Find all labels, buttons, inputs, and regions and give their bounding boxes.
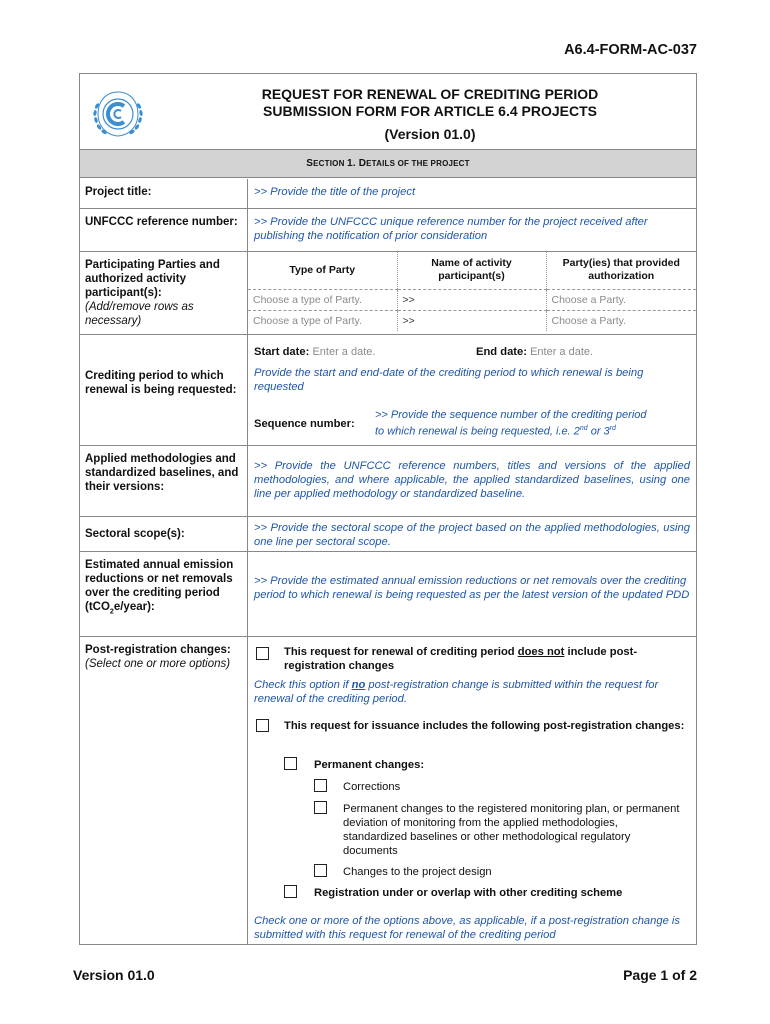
row-project-title — [80, 179, 696, 209]
post-registration-label-text: Post-registration changes: — [85, 644, 231, 656]
label-sectoral-scope: Sectoral scope(s): — [80, 517, 248, 551]
project-title-field[interactable]: >> Provide the title of the project — [254, 186, 416, 198]
registration-overlap-option: Registration under or overlap with other crediting scheme — [314, 887, 623, 899]
unfccc-logo-icon — [88, 86, 148, 142]
monitoring-changes-option: Permanent changes to the registered monitoring plan, or permanent deviation of monitoring from the applied methodologies, standardized baselines or other methodological regulatory documents — [343, 803, 680, 857]
corrections-checkbox[interactable] — [314, 779, 327, 792]
authorizing-party-select[interactable]: Choose a Party. — [551, 314, 627, 327]
label-post-registration — [80, 637, 248, 945]
row-crediting-period — [80, 335, 696, 446]
monitoring-changes-checkbox[interactable] — [314, 801, 327, 814]
table-row — [248, 289, 696, 310]
emissions-unit-b: e/year): — [113, 601, 155, 613]
col-activity-participant: Name of activity participant(s) — [397, 252, 546, 289]
corrections-option: Corrections — [343, 781, 401, 793]
start-date-picker[interactable]: Enter a date. — [312, 346, 376, 358]
end-date-label: End date: — [476, 346, 527, 358]
activity-participant-field[interactable]: >> — [397, 289, 546, 310]
section-number: 1. D — [346, 158, 367, 169]
post-registration-hint: Check one or more of the options above, as applicable, if a post-registration change is submitted with this request for renewal of the crediting period — [254, 915, 680, 941]
section-1-heading — [80, 150, 696, 178]
row-sectoral-scope — [80, 517, 696, 552]
no-changes-text-b: include post-registration changes — [284, 646, 638, 672]
no-changes-hint-emphasis: no — [351, 679, 366, 691]
form-code: A6.4-FORM-AC-037 — [564, 42, 697, 58]
emissions-unit-sub: 2 — [109, 608, 114, 616]
label-unfccc-reference: UNFCCC reference number: — [80, 209, 248, 251]
end-date-picker[interactable]: Enter a date. — [530, 346, 594, 358]
col-authorizing-party: Party(ies) that provided authorization — [546, 252, 696, 289]
form-frame — [79, 73, 697, 945]
registration-overlap-checkbox[interactable] — [284, 885, 297, 898]
sequence-hint-line-1: >> Provide the sequence number of the crediting period — [375, 409, 647, 421]
permanent-changes-option: Permanent changes: — [314, 759, 425, 771]
permanent-changes-checkbox[interactable] — [284, 757, 297, 770]
form-version: (Version 01.0) — [384, 126, 476, 142]
includes-changes-checkbox[interactable] — [256, 719, 269, 732]
form-title — [230, 86, 630, 120]
post-registration-cell — [248, 637, 696, 945]
label-emission-reductions — [80, 552, 248, 636]
parties-label-note: (Add/remove rows as necessary) — [85, 301, 194, 327]
sequence-number-field[interactable] — [375, 409, 705, 439]
label-methodologies: Applied methodologies and standardized baselines, and their versions: — [80, 446, 248, 516]
title-line-1: REQUEST FOR RENEWAL OF CREDITING PERIOD — [261, 86, 599, 102]
row-unfccc-reference — [80, 209, 696, 252]
crediting-period-hint: Provide the start and end-date of the crediting period to which renewal is being requested — [254, 367, 644, 393]
end-date — [476, 345, 593, 359]
includes-changes-option: This request for issuance includes the following post-registration changes: — [284, 720, 685, 732]
activity-participant-field[interactable]: >> — [397, 310, 546, 331]
emissions-unit-a: (tCO — [85, 601, 110, 613]
design-changes-option: Changes to the project design — [343, 866, 492, 878]
sequence-number-label: Sequence number: — [254, 418, 355, 430]
row-post-registration — [80, 637, 696, 945]
start-date — [254, 345, 375, 359]
form-header — [80, 74, 696, 150]
section-word: ECTION — [313, 159, 347, 168]
section-letter: S — [306, 158, 314, 169]
parties-header-row — [248, 252, 696, 289]
parties-table — [248, 252, 696, 331]
no-changes-emphasis: does not — [517, 646, 565, 658]
row-methodologies — [80, 446, 696, 517]
no-changes-checkbox[interactable] — [256, 647, 269, 660]
type-of-party-select[interactable]: Choose a type of Party. — [248, 310, 397, 331]
no-changes-hint — [254, 678, 674, 706]
type-of-party-select[interactable]: Choose a type of Party. — [248, 289, 397, 310]
design-changes-checkbox[interactable] — [314, 864, 327, 877]
no-changes-text-a: This request for renewal of crediting period — [284, 646, 518, 658]
label-project-title: Project title: — [80, 179, 248, 208]
footer-version: Version 01.0 — [73, 967, 155, 983]
start-date-label: Start date: — [254, 346, 310, 358]
table-row — [248, 310, 696, 331]
sequence-sup-nd: nd — [579, 425, 588, 432]
post-registration-label-note: (Select one or more options) — [85, 658, 231, 670]
unfccc-reference-field[interactable]: >> Provide the UNFCCC unique reference number for the project received after publishing the notification of prior consideration — [254, 216, 648, 242]
footer-page-number: Page 1 of 2 — [623, 967, 697, 983]
sequence-hint-line-2 — [375, 422, 705, 439]
no-changes-hint-b: post-registration change is submitted within the request for renewal of the crediting period. — [254, 679, 659, 705]
row-participating-parties — [80, 252, 696, 335]
parties-label-text: Participating Parties and authorized activity participant(s): — [85, 259, 220, 299]
no-changes-option — [284, 645, 688, 673]
label-participating-parties — [80, 252, 248, 334]
sectoral-scope-field[interactable]: >> Provide the sectoral scope of the project based on the applied methodologies, using one line per sectoral scope. — [254, 522, 690, 548]
emission-reductions-field[interactable]: >> Provide the estimated annual emission reductions or net removals over the crediting period to which renewal is being requested as per the latest version of the updated PDD — [254, 575, 690, 601]
sequence-hint-text: to which renewal is being requested, i.e. 2 — [375, 425, 580, 438]
crediting-period-cell — [248, 335, 696, 445]
row-emission-reductions — [80, 552, 696, 637]
title-line-2: SUBMISSION FORM FOR ARTICLE 6.4 PROJECTS — [263, 103, 597, 119]
label-crediting-period: Crediting period to which renewal is being requested: — [80, 335, 248, 445]
col-type-of-party: Type of Party — [248, 252, 397, 289]
authorizing-party-select[interactable]: Choose a Party. — [546, 289, 696, 310]
methodologies-field[interactable]: >> Provide the UNFCCC reference numbers, titles and versions of the applied methodologies, and where applicable, the applied standardized baselines, using one line per applied methodology or standardized baseline. — [254, 460, 690, 500]
parties-table-cell — [248, 252, 696, 334]
sequence-hint-or: or 3 — [587, 425, 610, 438]
sequence-sup-rd: rd — [609, 425, 616, 432]
section-title: ETAILS OF THE PROJECT — [366, 159, 470, 168]
emissions-label-text: Estimated annual emission reductions or net removals over the crediting period — [85, 559, 234, 599]
no-changes-hint-a: Check this option if — [254, 679, 352, 691]
